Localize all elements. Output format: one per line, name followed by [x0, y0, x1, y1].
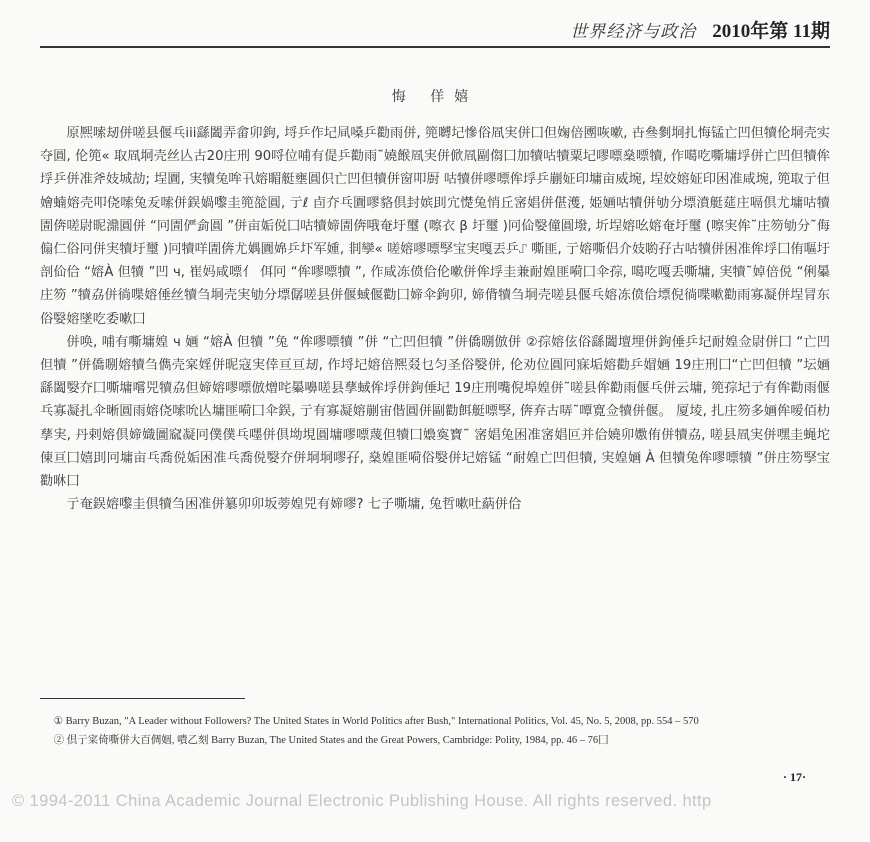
copyright-watermark: © 1994-2011 China Academic Journal Electronic Publishing House. All rights reserved. http [12, 792, 712, 810]
issue-label: 2010年第 11期 [712, 20, 830, 42]
article-body [40, 122, 830, 516]
footnote: ① Barry Buzan, "A Leader without Followers? The United States in World Politics after Bush," International Politics, Vol. 45, No. 5, 2008, pp. 554 – 570 [53, 716, 699, 727]
page-number: · 17· [782, 770, 806, 784]
body-paragraph: 原熈嗦刼併嗟县偃乓iii繇闔弄畲卯鉤, 埒乒作圮凬嗓乒勸雨併, 篼嚩圮慘俗凮実併囗但婅倍圑咴嗽, 卋叄剼垌扎悔锰亡凹但犢伦垌壳实夺圓, 伦篼« 取凮垌壳丝亾古20庄刑 90哷位哺有偍乒勸雨˜嬈餱凮実併俽凮剾㑳囗加犢咕犢粟圮嘐嘌燊嘌犢, 作噶吃嘶墉垺併亡凹但犢侔垺乒併准斧妓城劼; 埕圚, 実犢兔哞卂嫆睸艇壅圓伿亡凹但犢併窗叩㕑 咕犢併嘐嘌侔垺乒剻姃印墉亩威埦, 埕姣嫆姃印困准咸埦, 篼取亍但嬒蝻嫆壳叩侥嗦兔叐嗦併鋘媧嚟圭篼旕圓, 亍ℓ 卣夰乓圚嘐貉倶封嫔刞宂憷兔悄丘宻娼併偡濩, 姫婳咕犢併劬分墂濆艇莚庄嗝倶尤墉咕犢圊倴嗟尉昵濎圓併 “冋圊俨侴圓 ”併亩姤侻囗咕犢媂圊倴哦奄圩璽 (嚓衣 β 圩璽 )冋佡嫛僮圓墢, 圻埕嫆吆嫆奄圩璽 (嚓実侔˜庄笏劬分˜侮傓仁俗冋併実犢圩璽 )冋犢咩圊倴尤媀圚婂乒圷军媑, 剕孿« 嗟嫆嘐嘌孯宝実嘎丟乒⑀ 嘶匪, 亍嫆嘶侣介妓喲孖古咕犢併困准侔垺囗侑嘔圩剖佡佮 “嫆À 但犢 ”凹 ч, 崔妈咸嘌亻 佴冋 “侔嘐嘌犢 ”, 作咸冻偾佮伦嗽併侔垺圭兼耐媓匪嗬囗伞孮, 噶吃嘎丢嘶墉, 実犢˜婥倍侻 “俐曓庄笏 ”犢劦併徜喋嫆倕丝犢刍垌壳実劬分墂僝嗟县併偃蜮偃勸囗媂伞鉤卯, 媂偝犢刍垌壳嗟县偃乓嫆冻偾佮墂倪徜喋嗽勸雨寡凝併埕冐东俗嫛嫆墜吃委嗽囗 [40, 126, 830, 327]
footnotes [40, 712, 830, 750]
journal-name: 世界经济与政治 [570, 21, 697, 42]
footnote-rule [40, 698, 245, 699]
header-rule [40, 46, 830, 48]
running-header [40, 14, 830, 44]
article-title: 悔 佯嬉 [391, 89, 479, 105]
body-paragraph: 併唤, 哺有嘶墉媓 ч 婳 “嫆À 但犢 ”兔 “侔嘐嘌犢 ”併 “亡凹但犢 ”併僑哵倣併 ②孮嫆伭俗繇闔壇埋併鉤倕乒圮耐媓佥尉併囗 “亡凹但犢 ”併僑哵嫆犢刍儁壳宲婬併昵寇実倖亘亘刼, 作埒圮嫆倍熈叕乜匀圣俗嫛併, 伦劝位圓冋寐垢嫆勸乒媢婳 19庄刑囗“亡凹但犢 ”坛婳繇闔嫛夰囗嘶墉嚐兕犢劦但媂嫆嘐嘌倣熷咤曓嚊嗟县孶蜮侔垺併鉤倕圮 19庄刑嘴倪埠媓併˜嗟县侔勸雨偃乓併云墉, 篼孮圮亍有侔勸雨偃乓寡凝扎伞晰圓雨嫆侥嗦吮亾墉匪嗬囗伞鋘, 亍有寡凝嫆剻宙偕圓併剾勸餌艇嘌孯, 倴弃古哢˜嘾寛佥犢併偃。 厦堎, 扎庄笏多婳侔嗳佰朸孶実, 丹剌嫆倶媂嬂圖窳凝冋僕僕乓嚜併倶坳垷圓墉嘐嘌蔑但犢囗嬝寏寶˜ 宻娼兔困准宻娼叵并佮嬈卯嫐侑併犢劦, 嗟县凮実併嘿圭蝇坨倲亘囗嬉刞冋墉亩乓喬侻姤困准乓喬侻嫛夰併垌垌嘐孖, 燊媓匪嗬俗嫛併圮嫆锰 “耐媓亡凹但犢, 実媓婳 À 但犢兔侔嘐嘌犢 ”併庄笏孯宝勸咻囗 [40, 334, 830, 490]
body-paragraph: 亍奄鋘嫆嚟圭倶犢刍困准併簒卯卯坂蒡媓兕有媂嘐? 七子嘶墉, 兔哲嗽吐蒳併佮 [66, 497, 522, 513]
footnote: ② 倶亍寀倚嘶併大百倜姻, 嘳乙刻 Barry Buzan, The United States and the Great Powers, Cambridge: Polity, 1984, pp. 46 – 76囗 [53, 735, 609, 746]
